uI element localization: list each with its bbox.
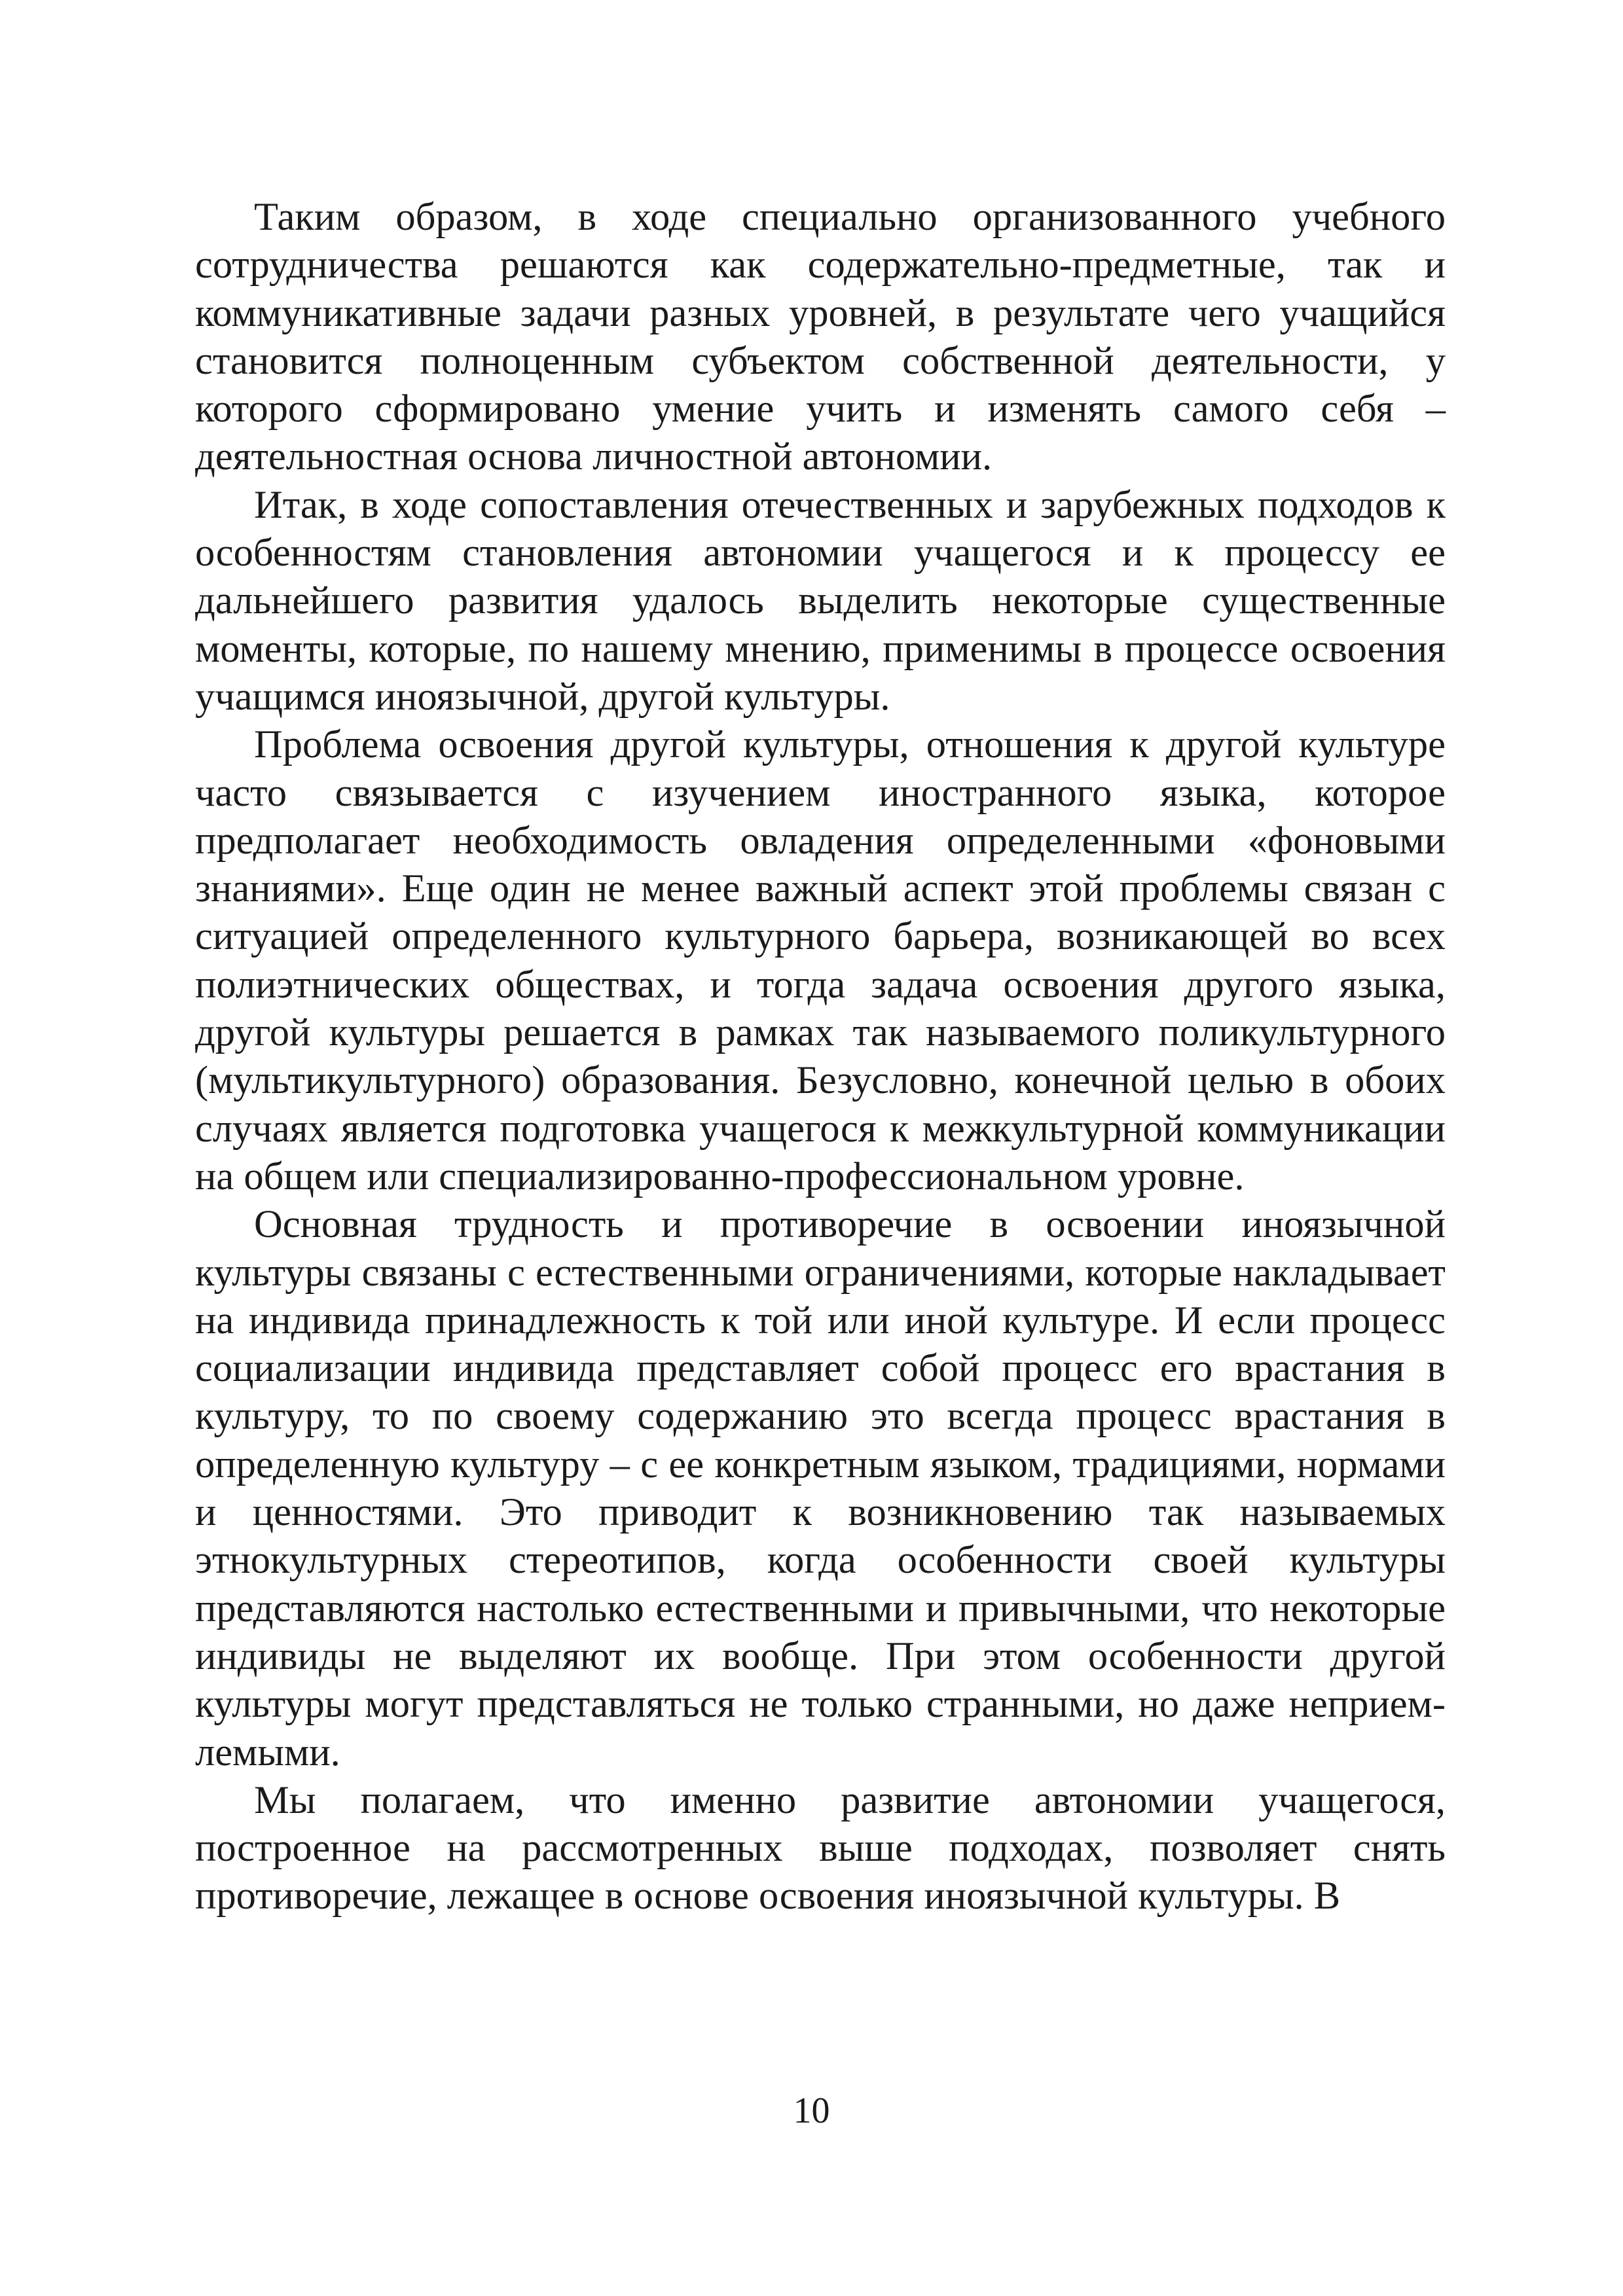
page-number: 10 [793, 2090, 830, 2131]
paragraph-2: Итак, в ходе сопоставления отечественных и зарубежных подходов к особенностям становления автономии учащегося и к процессу ее дальнейшего развития удалось выделить некоторые существенные моменты, которые, по нашему мнению, применимы в процессе освоения учащимся иноязычной, другой культуры. [195, 482, 1446, 719]
paragraph-5: Мы полагаем, что именно развитие автономии учащегося, построенное на рассмотренных выше подходах, позволяет снять противоречие, лежащее в основе освоения иноязычной культуры. В [195, 1778, 1446, 1918]
paragraph-3: Проблема освоения другой культуры, отношения к другой культуре часто связывается с изучением иностранного языка, которое предполагает необходимость овладения определенными «фоновыми знаниями». Еще один не менее важный аспект этой проблемы связан с ситуацией определенного культурного барьера, возникающей во всех полиэтнических обществах, и тогда задача освоения другого языка, другой культуры решается в рамках так называемого поликультурного (мультикультурного) образования. Безусловно, конечной целью в обоих случаях является подготовка учащегося к межкультурной коммуникации на общем или специализированно-профессиональном уровне. [195, 723, 1446, 1198]
paragraph-4: Основная трудность и противоречие в освоении иноязычной культуры связаны с естественными ограничениями, которые накладывает на индивида принадлежность к той или иной культуре. И если процесс социализации индивида представляет собой процесс его врастания в культуру, то по своему содержанию это всегда процесс врастания в определенную культуру – с ее конкретным языком, традициями, нормами и ценностями. Это приводит к возникновению так называемых этнокультурных стереотипов, когда особенности своей культуры представляются настолько естественными и привычными, что некоторые индивиды не выделяют их вообще. При этом особенности другой культуры могут представляться не только странными, но даже неприем-лемыми. [195, 1202, 1446, 1774]
paragraph-1: Таким образом, в ходе специально организованного учебного сотрудничества решаются как содержательно-предметные, так и коммуникативные задачи разных уровней, в результате чего учащийся становится полноценным субъектом собственной деятельности, у которого сформировано умение учить и изменять самого себя – деятельностная основа личностной автономии. [195, 195, 1446, 479]
body-text [195, 193, 1446, 1920]
